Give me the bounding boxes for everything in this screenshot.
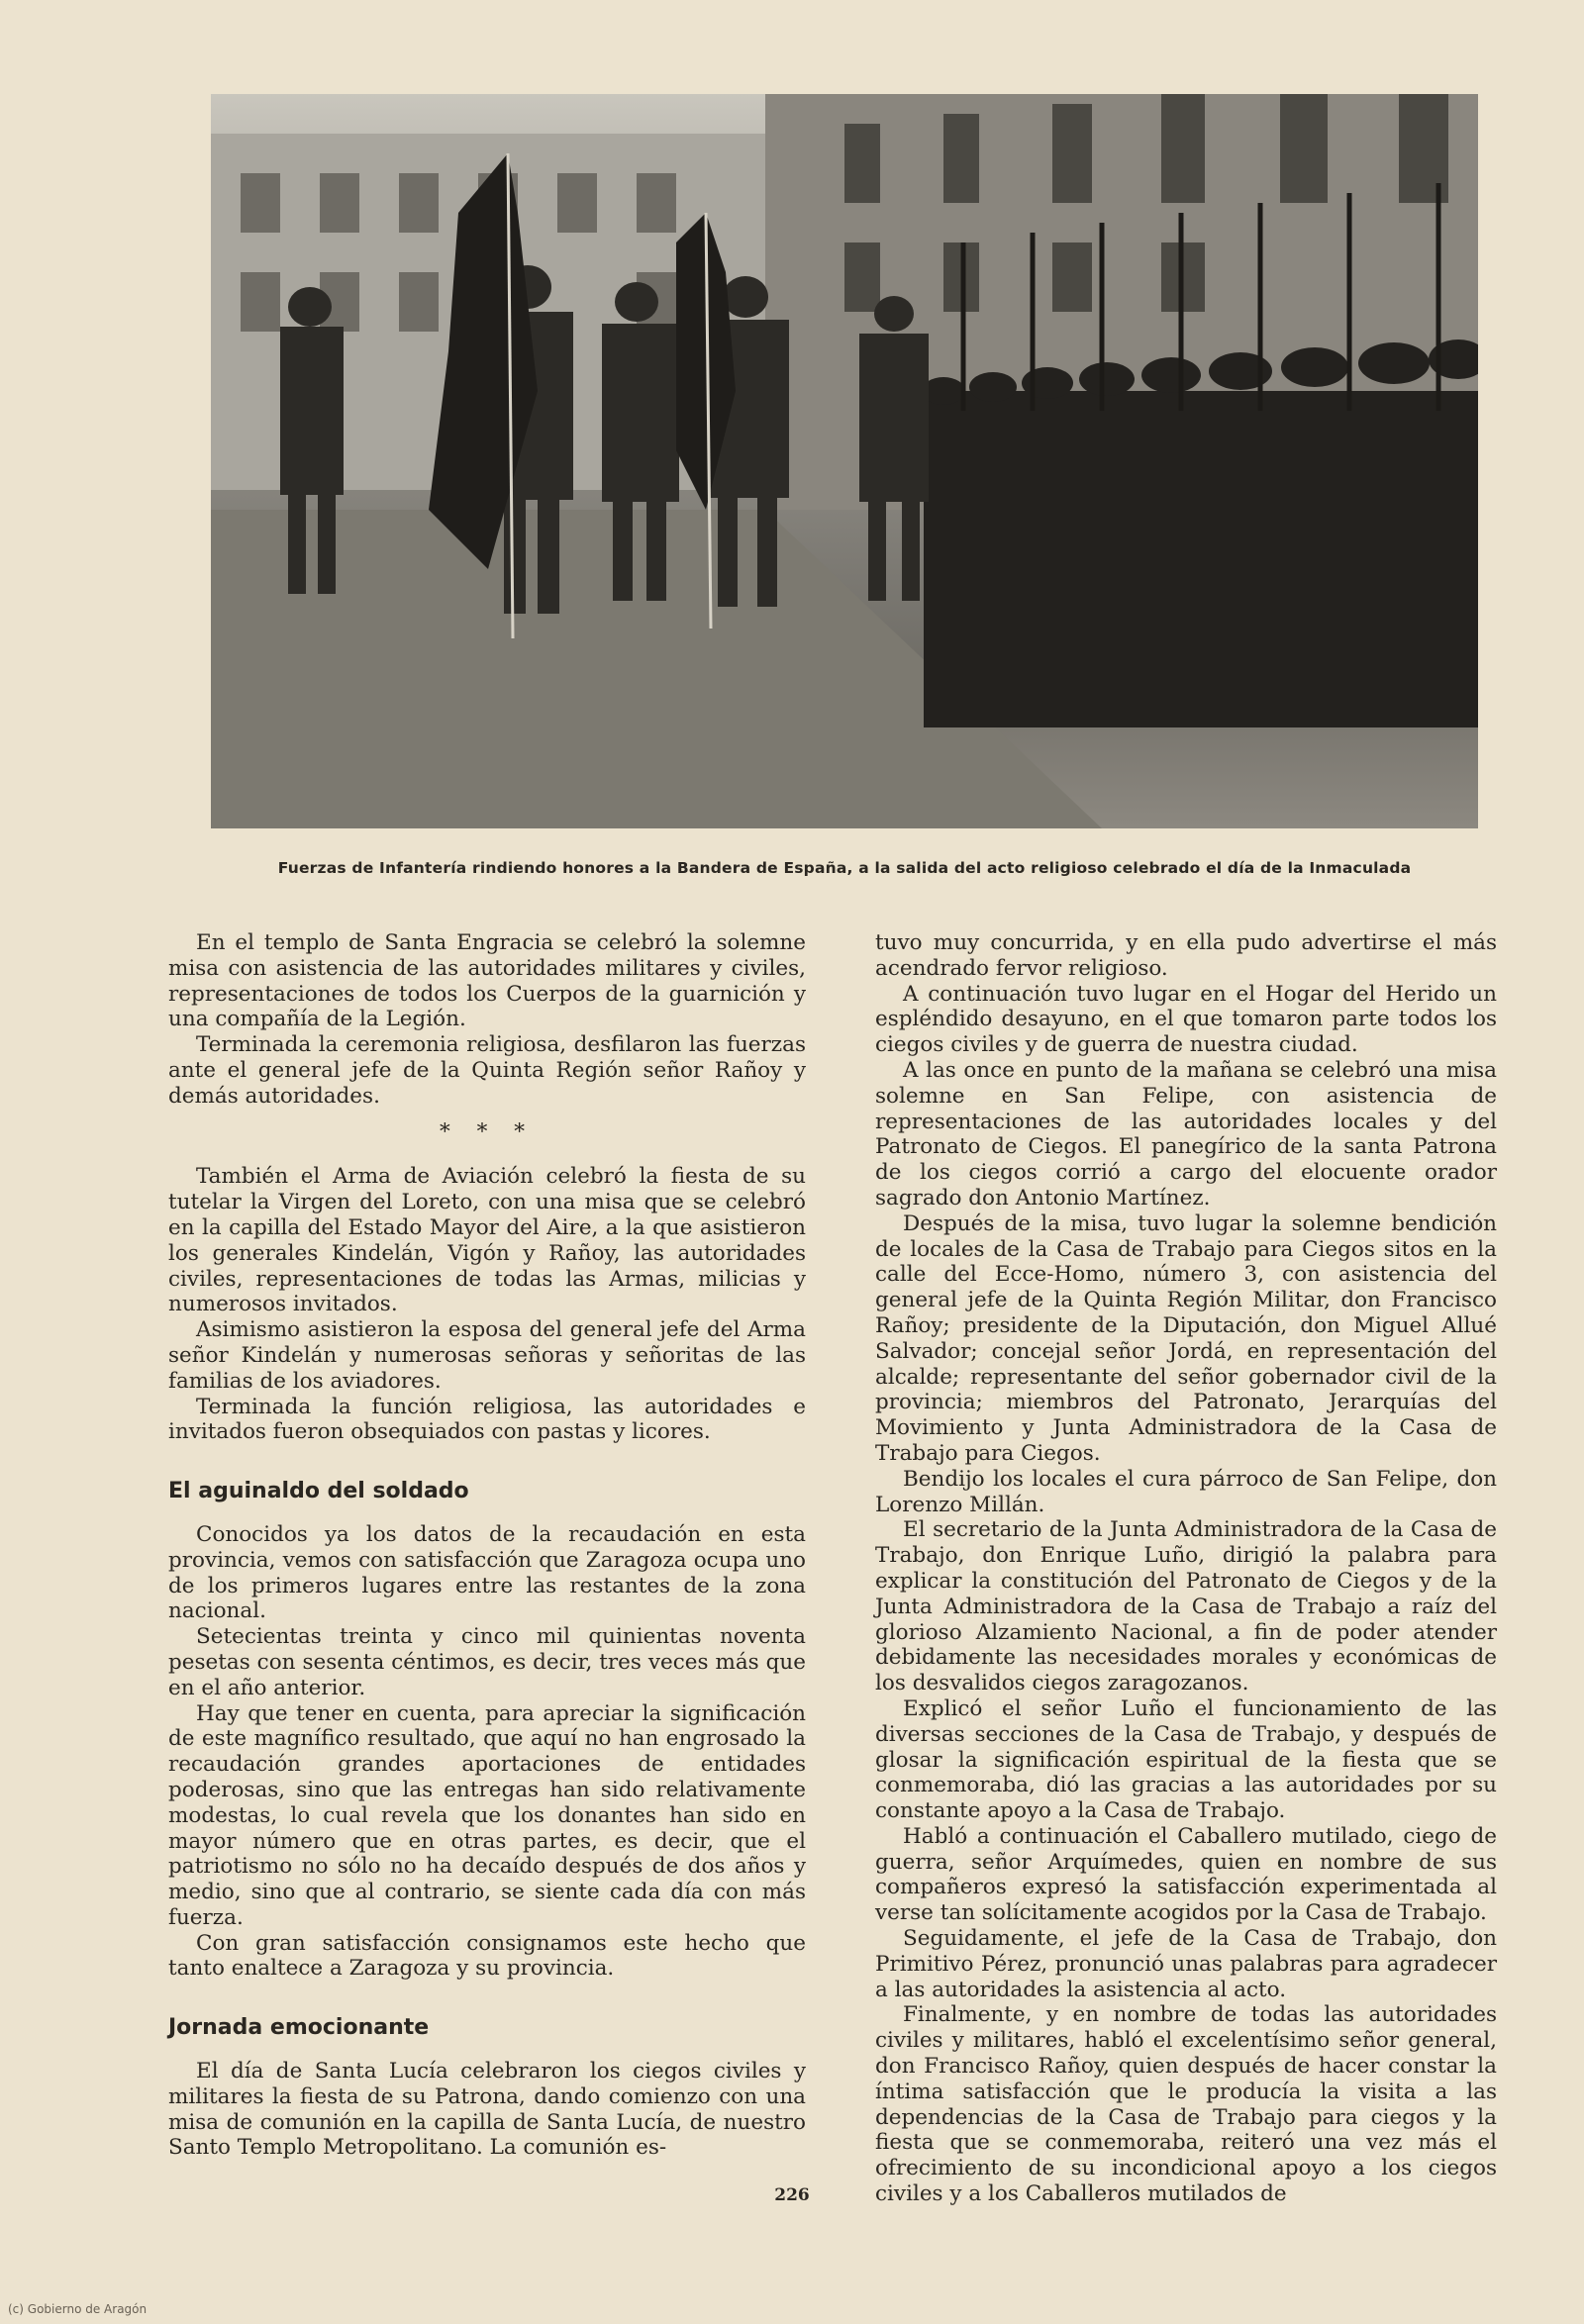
photo-caption: Fuerzas de Infantería rindiendo honores a la Bandera de España, a la salida del acto religioso celebrado el día de la Inmaculada (277, 859, 1412, 877)
paragraph: Seguidamente, el jefe de la Casa de Trabajo, don Primitivo Pérez, pronunció unas palabras para agradecer a las autoridades la asistencia al acto. (875, 1926, 1497, 2002)
paragraph: El día de Santa Lucía celebraron los ciegos civiles y militares la fiesta de su Patrona, dando comienzo con una misa de comunión en la capilla de Santa Lucía, de nuestro Santo Templo Metropolitano. La comunión es- (168, 2059, 806, 2161)
copyright-notice: (c) Gobierno de Aragón (8, 2302, 148, 2316)
paragraph: Asimismo asistieron la esposa del general jefe del Arma señor Kindelán y numerosas señoras y señoritas de las familias de los aviadores. (168, 1317, 806, 1394)
paragraph: Setecientas treinta y cinco mil quinientas noventa pesetas con sesenta céntimos, es decir, tres veces más que en el año anterior. (168, 1624, 806, 1700)
paragraph: Habló a continuación el Caballero mutilado, ciego de guerra, señor Arquímedes, quien en nombre de sus compañeros expresó la satisfacción experimentada al verse tan solícitamente acogidos por la Casa de Trabajo. (875, 1823, 1497, 1926)
paragraph: Hay que tener en cuenta, para apreciar la significación de este magnífico resultado, que aquí no han engrosado la recaudación grandes aportaciones de entidades poderosas, sino que las entregas han sido relativamente modestas, lo cual revela que los donantes han sido en mayor número que en otras partes, es decir, que el patriotismo no sólo no ha decaído después de dos años y medio, sino que al contrario, se siente cada día con más fuerza. (168, 1700, 806, 1930)
paragraph: El secretario de la Junta Administradora de la Casa de Trabajo, don Enrique Luño, dirigió la palabra para explicar la constitución del Patronato de Ciegos y de la Junta Administradora de la Casa de Trabajo a raíz del glorioso Alzamiento Nacional, a fin de poder atender debidamente las necesidades morales y económicas de los desvalidos ciegos zaragozanos. (875, 1517, 1497, 1696)
paragraph: A las once en punto de la mañana se celebró una misa solemne en San Felipe, con asistencia de representaciones de las autoridades locales y del Patronato de Ciegos. El panegírico de la santa Patrona de los ciegos corrió a cargo del elocuente orador sagrado don Antonio Martínez. (875, 1057, 1497, 1210)
section-separator: * * * (440, 1118, 535, 1144)
parade-photo-image (211, 94, 1478, 828)
page-number: 226 (774, 2185, 810, 2205)
paragraph: En el templo de Santa Engracia se celebró la solemne misa con asistencia de las autoridades militares y civiles, representaciones de todos los Cuerpos de la guarnición y una compañía de la Legión. (168, 930, 806, 1032)
paragraph: Conocidos ya los datos de la recaudación en esta provincia, vemos con satisfacción que Zaragoza ocupa uno de los primeros lugares entre las restantes de la zona nacional. (168, 1521, 806, 1624)
paragraph: tuvo muy concurrida, y en ella pudo advertirse el más acendrado fervor religioso. (875, 930, 1497, 981)
paragraph: Con gran satisfacción consignamos este hecho que tanto enaltece a Zaragoza y su provincia. (168, 1930, 806, 1982)
paragraph: Finalmente, y en nombre de todas las autoridades civiles y militares, habló el excelentísimo señor general, don Francisco Rañoy, quien después de hacer constar la íntima satisfacción que le producía la visita a las dependencias de la Casa de Trabajo para ciegos y la fiesta que se conmemoraba, reiteró una vez más el ofrecimiento de su incondicional apoyo a los ciegos civiles y a los Caballeros mutilados de (875, 2002, 1497, 2207)
parade-photo (211, 94, 1478, 828)
paragraph: Después de la misa, tuvo lugar la solemne bendición de locales de la Casa de Trabajo para Ciegos sitos en la calle del Ecce-Homo, número 3, con asistencia del general jefe de la Quinta Región Militar, don Francisco Rañoy; presidente de la Diputación, don Miguel Allué Salvador; concejal señor Jordá, en representación del alcalde; representante del señor gobernador civil de la provincia; miembros del Patronato, Jerarquías del Movimiento y Junta Administradora de la Casa de Trabajo para Ciegos. (875, 1210, 1497, 1466)
paragraph: A continuación tuvo lugar en el Hogar del Herido un espléndido desayuno, en el que tomaron parte todos los ciegos civiles y de guerra de nuestra ciudad. (875, 981, 1497, 1058)
section-heading-jornada: Jornada emocionante (168, 2015, 430, 2041)
right-column (875, 930, 1497, 2207)
paragraph: Explicó el señor Luño el funcionamiento de las diversas secciones de la Casa de Trabajo, y después de glosar la significación espiritual de la fiesta que se conmemoraba, dió las gracias a las autoridades por su constante apoyo a la Casa de Trabajo. (875, 1695, 1497, 1824)
paragraph: Terminada la ceremonia religiosa, desfilaron las fuerzas ante el general jefe de la Quinta Región señor Rañoy y demás autoridades. (168, 1032, 806, 1109)
left-column (168, 930, 806, 2161)
paragraph: También el Arma de Aviación celebró la fiesta de su tutelar la Virgen del Loreto, con una misa que se celebró en la capilla del Estado Mayor del Aire, a la que asistieron los generales Kindelán, Vigón y Rañoy, las autoridades civiles, representaciones de todas las Armas, milicias y numerosos invitados. (168, 1164, 806, 1317)
paragraph: Bendijo los locales el cura párroco de San Felipe, don Lorenzo Millán. (875, 1466, 1497, 1517)
paragraph: Terminada la función religiosa, las autoridades e invitados fueron obsequiados con pastas y licores. (168, 1394, 806, 1445)
section-heading-aguinaldo: El aguinaldo del soldado (168, 1479, 469, 1504)
